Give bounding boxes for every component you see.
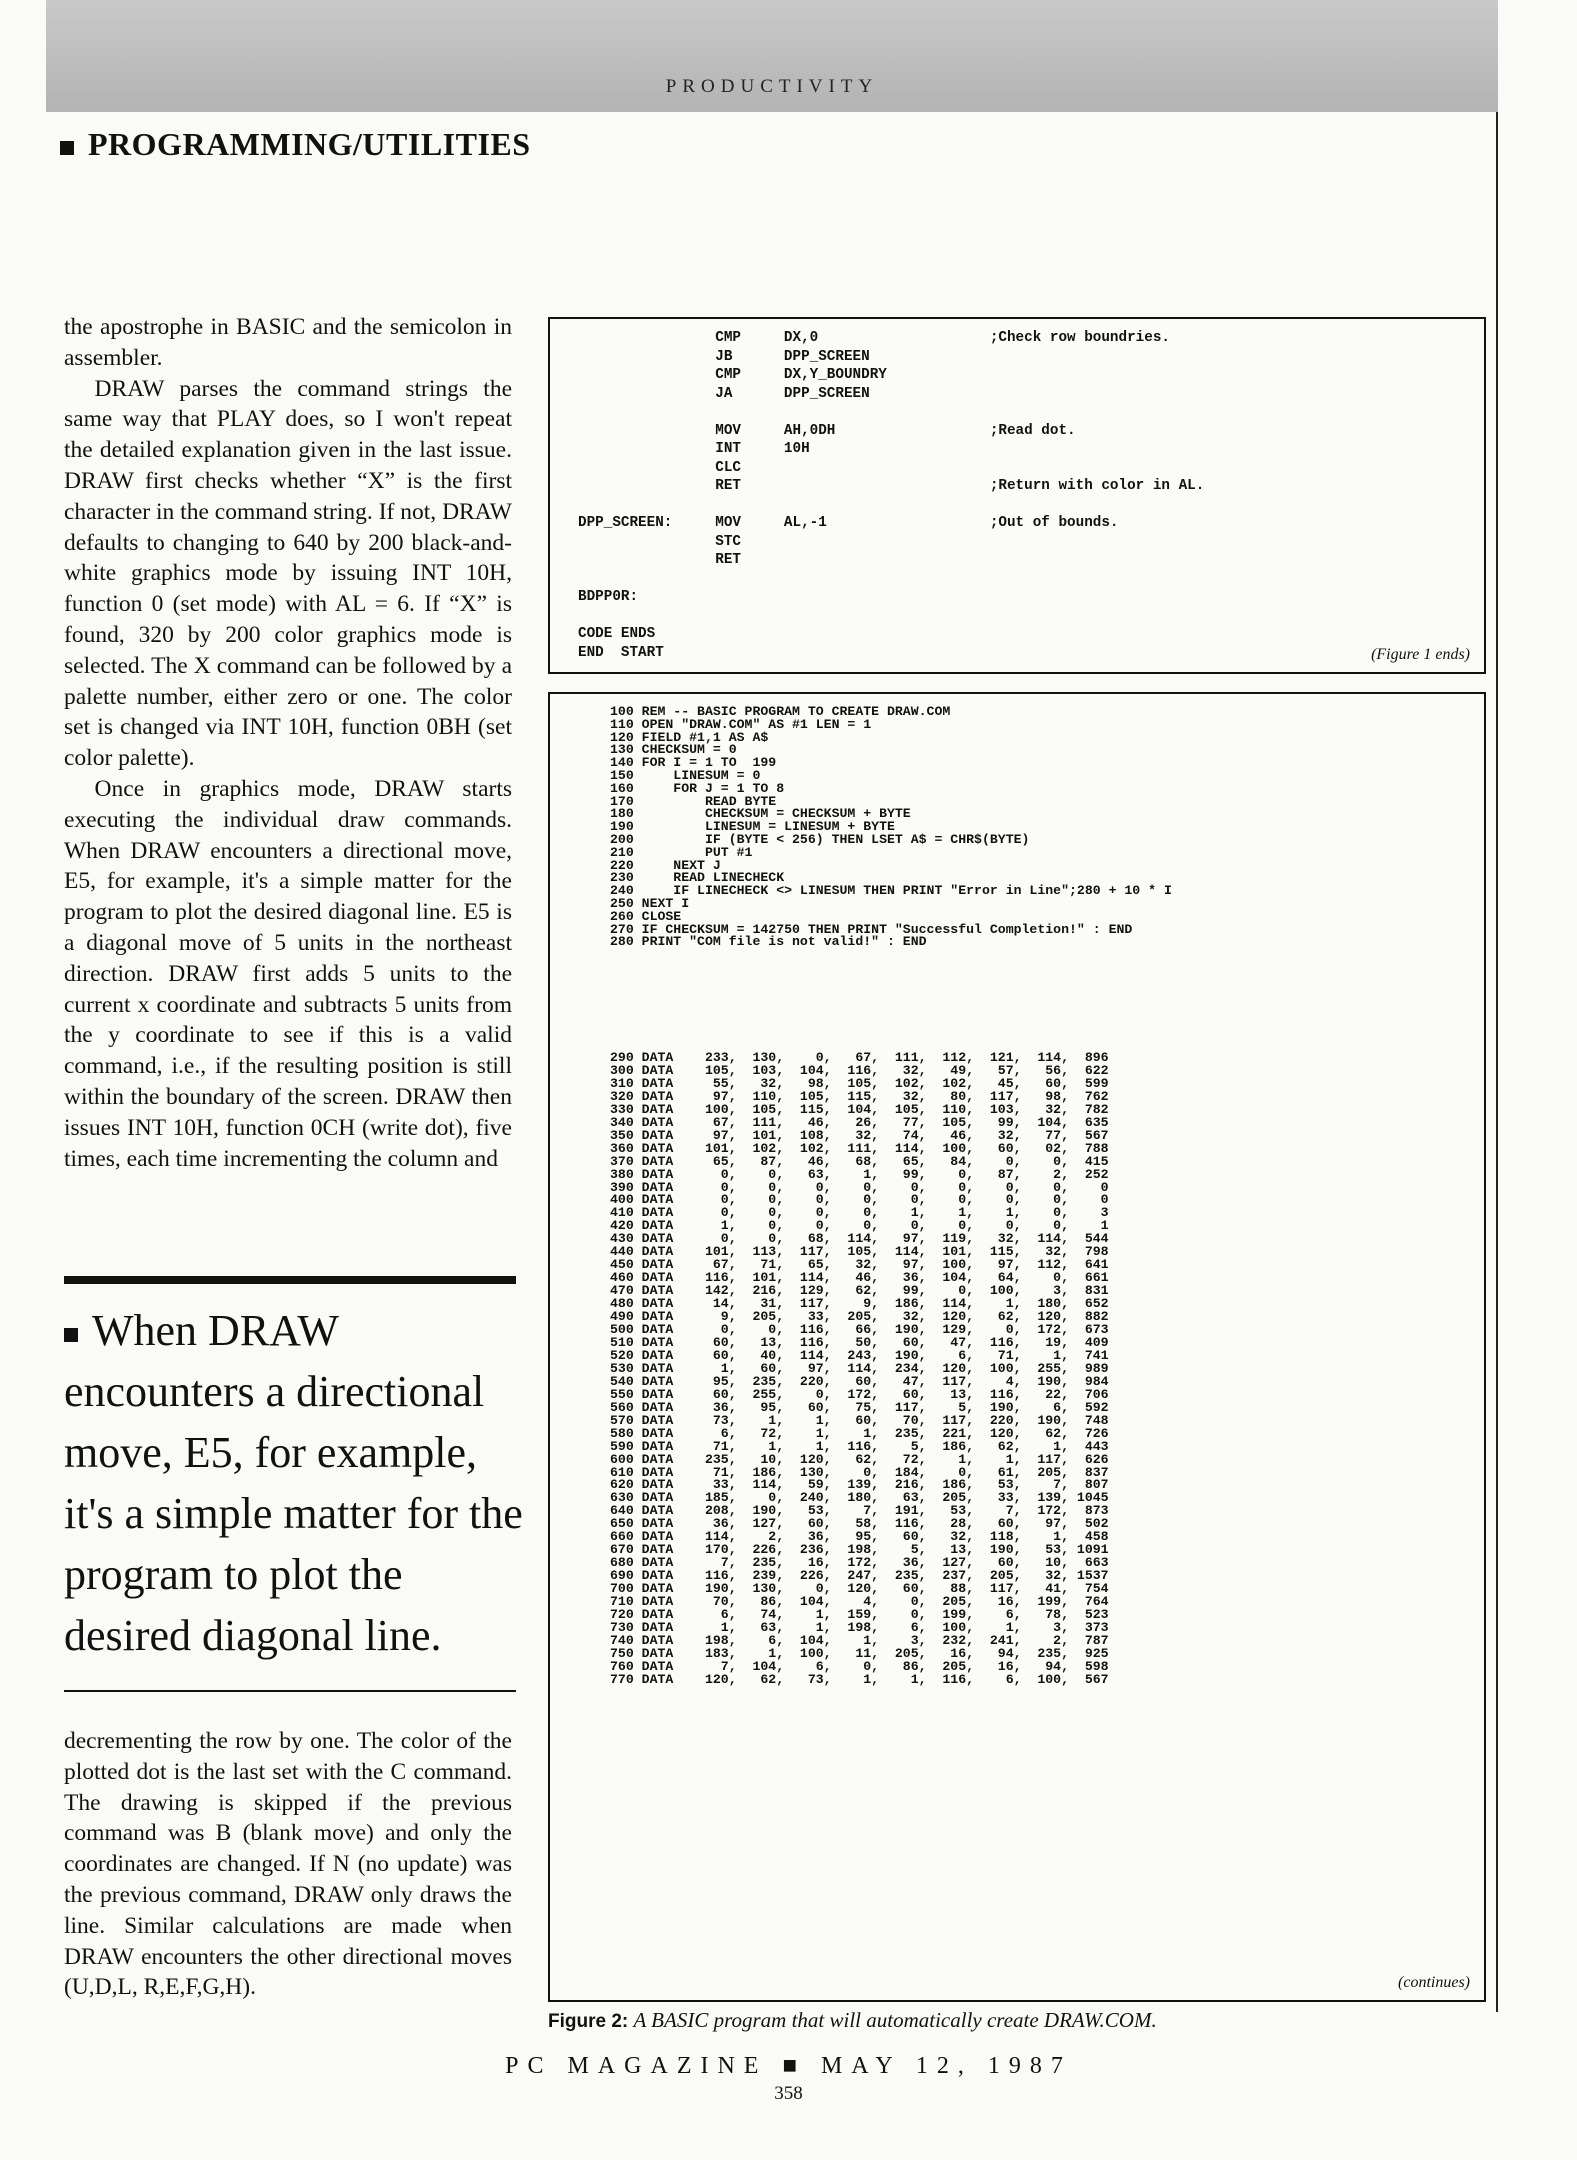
data-line: 300 DATA 105, 103, 104, 116, 32, 49, 57, 56, 622: [610, 1062, 1109, 1078]
data-line: 690 DATA 116, 239, 226, 247, 235, 237, 205, 32, 1537: [610, 1568, 1109, 1584]
figure-2-data-lines: [610, 1052, 1109, 1687]
data-line: 650 DATA 36, 127, 60, 58, 116, 28, 60, 97, 502: [610, 1516, 1109, 1532]
data-line: 450 DATA 67, 71, 65, 32, 97, 100, 97, 112, 641: [610, 1257, 1109, 1273]
figure-1-code: CMP DX,0 ;Check row boundries. JB DPP_SCREEN CMP DX,Y_BOUNDRY JA DPP_SCREEN MOV AH,0DH ;Read dot. INT 10H CLC RET ;Return with color in AL. DPP_SCREEN: MOV AL,-1 ;Out of bounds. STC RET BDPP0R: CODE ENDS END START: [578, 330, 1205, 661]
data-line: 630 DATA 185, 0, 240, 180, 63, 205, 33, 139, 1045: [610, 1490, 1109, 1506]
bullet-square-icon: [60, 141, 74, 155]
data-line: 350 DATA 97, 101, 108, 32, 74, 46, 32, 77, 567: [610, 1127, 1109, 1143]
data-line: 320 DATA 97, 110, 105, 115, 32, 80, 117, 98, 762: [610, 1088, 1109, 1104]
data-line: 570 DATA 73, 1, 1, 60, 70, 117, 220, 190, 748: [610, 1412, 1109, 1428]
data-line: 700 DATA 190, 130, 0, 120, 60, 88, 117, 41, 754: [610, 1581, 1109, 1597]
data-line: 540 DATA 95, 235, 220, 60, 47, 117, 4, 190, 984: [610, 1373, 1109, 1389]
figure-2-caption-text: A BASIC program that will automatically create DRAW.COM.: [633, 2008, 1157, 2032]
data-line: 340 DATA 67, 111, 46, 26, 77, 105, 99, 104, 635: [610, 1114, 1109, 1130]
figure-2-caption: [548, 2008, 1157, 2033]
data-line: 410 DATA 0, 0, 0, 0, 1, 1, 1, 0, 3: [610, 1205, 1109, 1221]
bullet-square-icon: [64, 1328, 78, 1342]
data-line: 560 DATA 36, 95, 60, 75, 117, 5, 190, 6, 592: [610, 1399, 1109, 1415]
data-line: 680 DATA 7, 235, 16, 172, 36, 127, 60, 10, 663: [610, 1555, 1109, 1571]
data-line: 770 DATA 120, 62, 73, 1, 1, 116, 6, 100, 567: [610, 1671, 1109, 1687]
department-title-text: PROGRAMMING/UTILITIES: [88, 126, 531, 162]
data-line: 460 DATA 116, 101, 114, 46, 36, 104, 64, 0, 661: [610, 1270, 1109, 1286]
data-line: 590 DATA 71, 1, 1, 116, 5, 186, 62, 1, 443: [610, 1438, 1109, 1454]
data-line: 360 DATA 101, 102, 102, 111, 114, 100, 60, 02, 788: [610, 1140, 1109, 1156]
page-number: 358: [774, 2083, 803, 2104]
data-line: 620 DATA 33, 114, 59, 139, 216, 186, 53, 7, 807: [610, 1477, 1109, 1493]
data-line: 510 DATA 60, 13, 116, 50, 60, 47, 116, 19, 409: [610, 1334, 1109, 1350]
section-label: PRODUCTIVITY: [665, 76, 879, 97]
data-line: 720 DATA 6, 74, 1, 159, 0, 199, 6, 78, 523: [610, 1606, 1109, 1622]
data-line: 390 DATA 0, 0, 0, 0, 0, 0, 0, 0, 0: [610, 1179, 1109, 1195]
footer-magazine-line: PC MAGAZINE ■ MAY 12, 1987: [505, 2053, 1072, 2079]
paragraph: the apostrophe in BASIC and the semicolon in assembler.: [64, 314, 512, 371]
data-line: 490 DATA 9, 205, 33, 205, 32, 120, 62, 120, 882: [610, 1309, 1109, 1325]
pull-quote-top-rule: [64, 1276, 516, 1284]
paragraph: Once in graphics mode, DRAW starts executing the individual draw commands. When DRAW encounters a directional move, E5, for example, it's a simple matter for the program to plot the desired diagonal line. E5 is a diagonal move of 5 units in the northeast direction. DRAW first adds 5 units to the current x coordinate and subtracts 5 units from the y coordinate to see if this is a valid command, i.e., if the resulting position is still within the boundary of the screen. DRAW then issues INT 10H, function 0CH (write dot), five times, each time incrementing the column and: [64, 775, 512, 1172]
department-title: [60, 126, 531, 163]
data-line: 520 DATA 60, 40, 114, 243, 190, 6, 71, 1, 741: [610, 1347, 1109, 1363]
figure-1-end-note: (Figure 1 ends): [1371, 646, 1470, 663]
data-line: 640 DATA 208, 190, 53, 7, 191, 53, 7, 172, 873: [610, 1503, 1109, 1519]
data-line: 480 DATA 14, 31, 117, 9, 186, 114, 1, 180, 652: [610, 1296, 1109, 1312]
data-line: 420 DATA 1, 0, 0, 0, 0, 0, 0, 0, 1: [610, 1218, 1109, 1234]
body-text-column-2: [64, 1726, 512, 2003]
right-column-rule: [1496, 112, 1498, 2012]
data-line: 370 DATA 65, 87, 46, 68, 65, 84, 0, 0, 415: [610, 1153, 1109, 1169]
figure-1-listing: [548, 317, 1486, 674]
paragraph: decrementing the row by one. The color of the plotted dot is the last set with the C command. The drawing is skipped if the previous command was B (blank move) and only the coordinates are changed. If N (no update) was the previous command, DRAW only draws the line. Similar calculations are made when DRAW encounters the other directional moves (U,D,L, R,E,F,G,H).: [64, 1728, 512, 2001]
data-line: 760 DATA 7, 104, 6, 0, 86, 205, 16, 94, 598: [610, 1658, 1109, 1674]
pull-quote-text: When DRAW encounters a directional move, E5, for example, it's a simple matter for the program to plot the desired diagonal line.: [64, 1306, 523, 1660]
pull-quote-bottom-rule: [64, 1690, 516, 1692]
data-line: 660 DATA 114, 2, 36, 95, 60, 32, 118, 1, 458: [610, 1529, 1109, 1545]
data-line: 600 DATA 235, 10, 120, 62, 72, 1, 1, 117, 626: [610, 1451, 1109, 1467]
data-line: 440 DATA 101, 113, 117, 105, 114, 101, 115, 32, 798: [610, 1244, 1109, 1260]
figure-2-continues-note: (continues): [1398, 1974, 1470, 1991]
data-line: 710 DATA 70, 86, 104, 4, 0, 205, 16, 199, 764: [610, 1594, 1109, 1610]
data-line: 550 DATA 60, 255, 0, 172, 60, 13, 116, 22, 706: [610, 1386, 1109, 1402]
data-line: 740 DATA 198, 6, 104, 1, 3, 232, 241, 2, 787: [610, 1632, 1109, 1648]
data-line: 310 DATA 55, 32, 98, 105, 102, 102, 45, 60, 599: [610, 1075, 1109, 1091]
data-line: 380 DATA 0, 0, 63, 1, 99, 0, 87, 2, 252: [610, 1166, 1109, 1182]
data-line: 470 DATA 142, 216, 129, 62, 99, 0, 100, 3, 831: [610, 1283, 1109, 1299]
data-line: 430 DATA 0, 0, 68, 114, 97, 119, 32, 114, 544: [610, 1231, 1109, 1247]
data-line: 500 DATA 0, 0, 116, 66, 190, 129, 0, 172, 673: [610, 1322, 1109, 1338]
paragraph: DRAW parses the command strings the same way that PLAY does, so I won't repeat the detailed explanation given in the last issue. DRAW first checks whether “X” is the first character in the command string. If not, DRAW defaults to changing to 640 by 200 black-and-white graphics mode by issuing INT 10H, function 0 (set mode) with AL = 6. If “X” is found, 320 by 200 color graphics mode is selected. The X command can be followed by a palette number, either zero or one. The color set is changed via INT 10H, function 0BH (set color palette).: [64, 375, 512, 772]
figure-2-program-code: 100 REM -- BASIC PROGRAM TO CREATE DRAW.COM 110 OPEN "DRAW.COM" AS #1 LEN = 1 120 FIELD #1,1 AS A$ 130 CHECKSUM = 0 140 FOR I = 1 TO 199 150 LINESUM = 0 160 FOR J = 1 TO 8 170 READ BYTE 180 CHECKSUM = CHECKSUM + BYTE 190 LINESUM = LINESUM + BYTE 200 IF (BYTE < 256) THEN LSET A$ = CHR$(BYTE) 210 PUT #1 220 NEXT J 230 READ LINECHECK 240 IF LINECHECK <> LINESUM THEN PRINT "Error in Line";280 + 10 * I 250 NEXT I 260 CLOSE 270 IF CHECKSUM = 142750 THEN PRINT "Successful Completion!" : END 280 PRINT "COM file is not valid!" : END: [610, 704, 1172, 950]
data-line: 530 DATA 1, 60, 97, 114, 234, 120, 100, 255, 989: [610, 1360, 1109, 1376]
figure-2-listing: [548, 692, 1486, 2002]
figure-2-caption-label: Figure 2:: [548, 2011, 629, 2032]
data-line: 750 DATA 183, 1, 100, 11, 205, 16, 94, 235, 925: [610, 1645, 1109, 1661]
data-line: 400 DATA 0, 0, 0, 0, 0, 0, 0, 0, 0: [610, 1192, 1109, 1208]
data-line: 610 DATA 71, 186, 130, 0, 184, 0, 61, 205, 837: [610, 1464, 1109, 1480]
data-line: 330 DATA 100, 105, 115, 104, 105, 110, 103, 32, 782: [610, 1101, 1109, 1117]
data-line: 670 DATA 170, 226, 236, 198, 5, 13, 190, 53, 1091: [610, 1542, 1109, 1558]
data-line: 580 DATA 6, 72, 1, 1, 235, 221, 120, 62, 726: [610, 1425, 1109, 1441]
pull-quote: [64, 1300, 524, 1666]
data-line: 730 DATA 1, 63, 1, 198, 6, 100, 1, 3, 373: [610, 1619, 1109, 1635]
body-text-column-1: [64, 312, 512, 1174]
data-line: 290 DATA 233, 130, 0, 67, 111, 112, 121, 114, 896: [610, 1050, 1109, 1065]
